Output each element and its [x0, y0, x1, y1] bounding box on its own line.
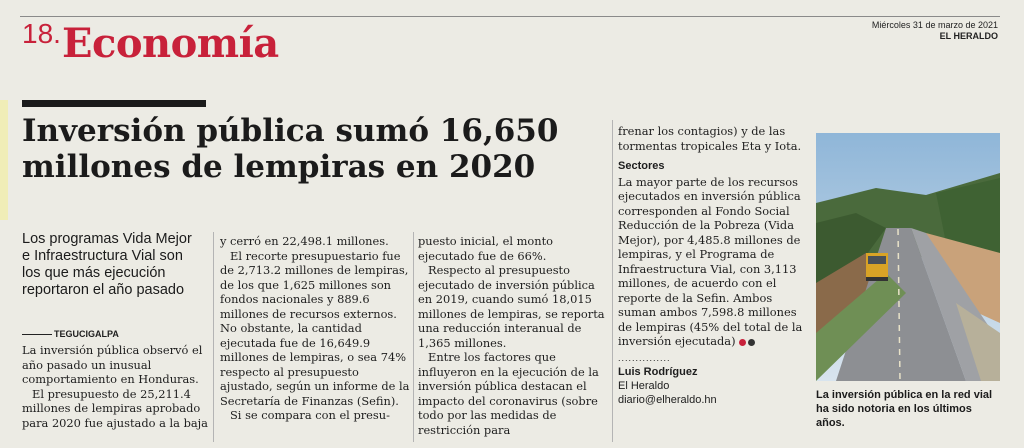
publication-name: EL HERALDO	[939, 31, 998, 41]
byline-separator: ...............	[618, 352, 671, 363]
column-divider	[213, 232, 214, 442]
column-divider	[612, 120, 613, 442]
subhead-sectores: Sectores	[618, 160, 665, 172]
paragraph	[618, 175, 806, 349]
column-divider	[413, 232, 414, 442]
issue-date-block	[872, 20, 998, 42]
paragraph: puesto inicial, el monto ejecutado fue de 66%.	[418, 234, 554, 263]
paragraph: El recorte presupuestario fue de 2,713.2 millones de lempiras, de los que 1,625 millones son fondos nacionales y 889.6 millones de recursos externos. No obstante, la cantidad ejecutada fue de 16,649.9 millones de lempiras, o sea 74% respecto al presupuesto ajustado, según un informe de la Secretaría de Finanzas (Sefin).	[220, 248, 410, 408]
paragraph: Entre los factores que influyeron en la ejecución de la inversión pública destacan el impacto del coronavirus (sobre todo por las medidas de restricción para	[418, 350, 599, 437]
paragraph: frenar los contagios) y de las tormentas tropicales Eta y Iota.	[618, 124, 802, 153]
paragraph: y cerró en 22,498.1 millones.	[220, 234, 389, 248]
body-column-1	[22, 343, 208, 430]
paragraph: La inversión pública observó el año pasado un inusual comportamiento en Honduras.	[22, 343, 203, 386]
paragraph: Respecto al presupuesto ejecutado de inversión pública en 2019, cuando sumó 18,015 millones de lempiras, se reporta una reducción interanual de 1,365 millones.	[418, 263, 605, 350]
headline-rule	[22, 100, 206, 107]
paragraph-text: La mayor parte de los recursos ejecutados en inversión pública corresponden al Fondo Social Reducción de la Pobreza (Vida Mejor), por 4,485.8 millones de lempiras, y el Programa de Infraestructura Vial, con 3,113 millones, de acuerdo con el reporte de la Sefin. Ambos suman ambos 7,598.8 millones de lempiras (45% del total de la inversión ejecutada)	[618, 174, 803, 348]
headline: Inversión pública sumó 16,650 millones de lempiras en 2020	[22, 113, 559, 185]
paragraph: El presupuesto de 25,211.4 millones de lempiras aprobado para 2020 fue ajustado a la baja	[22, 386, 208, 430]
header-rule	[20, 16, 1000, 17]
page-edge-highlight	[0, 100, 8, 220]
body-column-2	[220, 234, 410, 423]
body-column-4	[618, 124, 806, 407]
byline-outlet: El Heraldo	[618, 379, 670, 392]
end-mark-icon	[739, 339, 746, 346]
road-photo-illustration	[816, 133, 1000, 381]
location-dash	[22, 334, 52, 335]
paragraph: Si se compara con el presu-	[230, 408, 390, 422]
page-number: 18.	[22, 18, 61, 49]
location-text: TEGUCIGALPA	[54, 329, 119, 339]
photo-caption: La inversión pública en la red vial ha sido notoria en los últimos años.	[816, 389, 993, 429]
byline-email: diario@elheraldo.hn	[618, 393, 717, 406]
end-mark-icon	[748, 339, 755, 346]
issue-date: Miércoles 31 de marzo de 2021	[871, 20, 998, 30]
section-title: Economía	[62, 20, 279, 67]
byline	[618, 365, 806, 407]
deck: Los programas Vida Mejor e Infraestructura Vial son los que más ejecución reportaron el año pasado	[22, 231, 192, 298]
byline-name: Luis Rodríguez	[618, 365, 698, 378]
road-photo	[816, 133, 1000, 381]
body-column-3	[418, 234, 606, 437]
location-tag	[22, 328, 208, 340]
